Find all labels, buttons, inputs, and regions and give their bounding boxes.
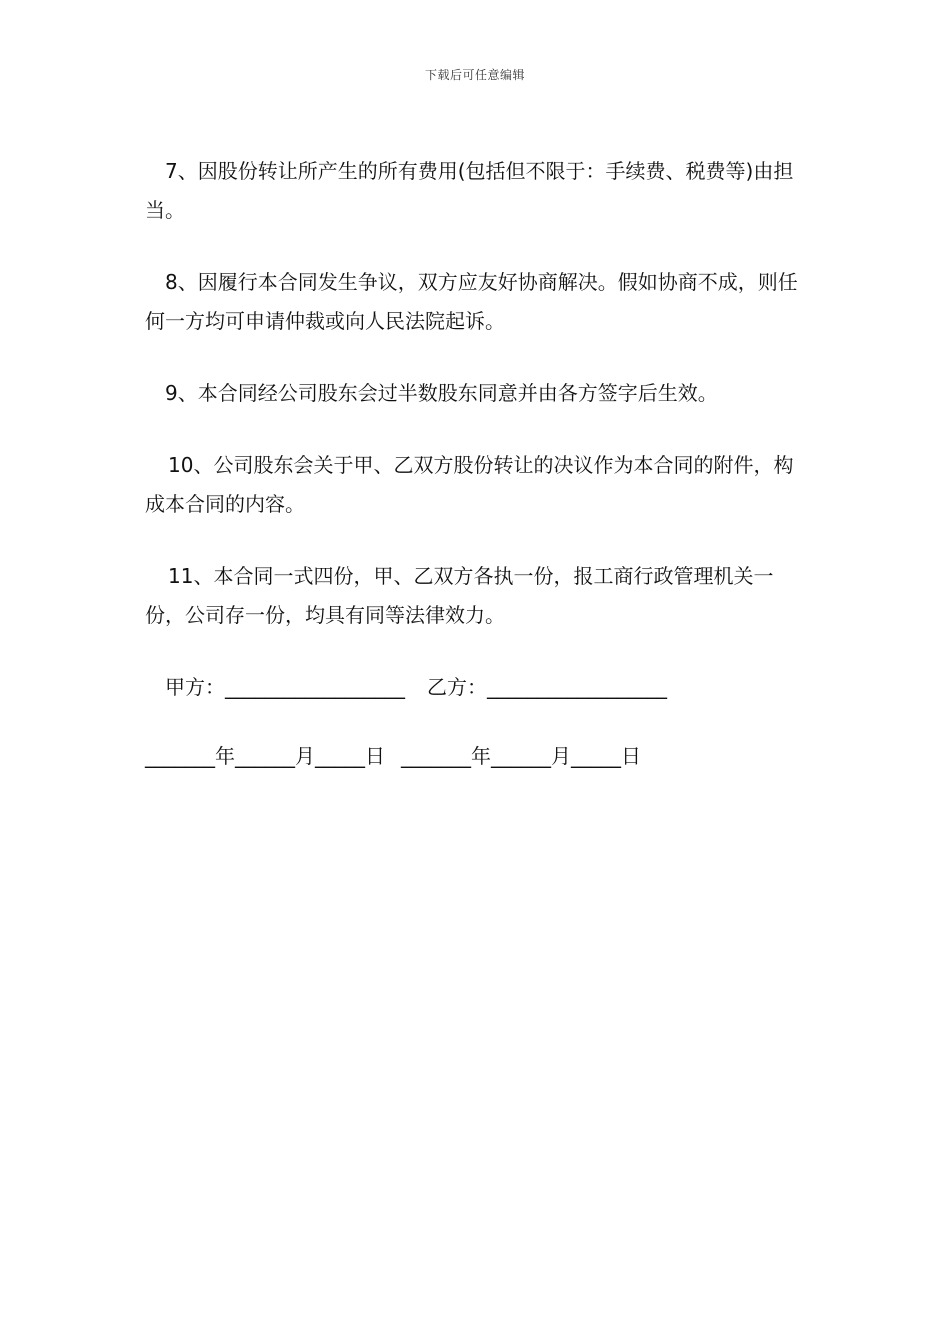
party-b-date: _______年______月_____日 (401, 744, 641, 768)
document-body (145, 152, 810, 776)
clause-8: 8、因履行本合同发生争议，双方应友好协商解决。假如协商不成，则任何一方均可申请仲裁或向人民法院起诉。 (145, 270, 798, 333)
clause-10: 10、公司股东会关于甲、乙双方股份转让的决议作为本合同的附件，构成本合同的内容。 (145, 453, 794, 516)
clause-7: 7、因股份转让所产生的所有费用(包括但不限于：手续费、税费等)由担当。 (145, 159, 794, 222)
page-header: 下载后可任意编辑 (424, 68, 525, 82)
clause-9: 9、本合同经公司股东会过半数股东同意并由各方签字后生效。 (165, 381, 718, 405)
party-b-signature: 乙方：__________________ (427, 675, 667, 699)
signature-row (145, 668, 810, 707)
clause-11: 11、本合同一式四份，甲、乙双方各执一份，报工商行政管理机关一份，公司存一份，均具有同等法律效力。 (145, 564, 774, 627)
party-a-signature: 甲方：__________________ (165, 675, 405, 699)
date-row (145, 737, 810, 776)
party-a-date: _______年______月_____日 (145, 744, 385, 768)
